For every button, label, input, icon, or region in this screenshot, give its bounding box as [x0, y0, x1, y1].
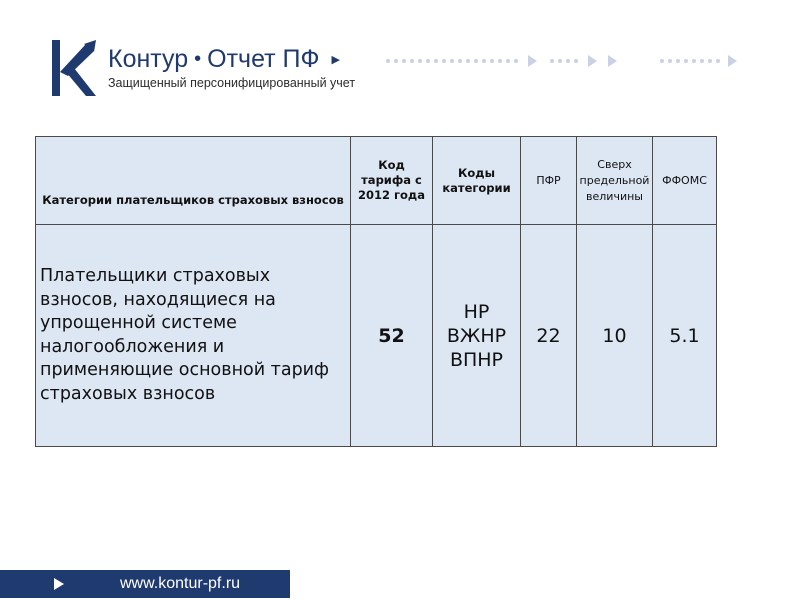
decorative-dot [566, 59, 570, 63]
header-ffoms: ФФОМС [653, 137, 717, 225]
table-header-row [36, 137, 717, 225]
decorative-dot [514, 59, 518, 63]
header-category-codes: Коды категории [433, 137, 521, 225]
tariff-table [35, 136, 717, 447]
kontur-k-logo-icon [48, 40, 98, 96]
decorative-dot [426, 59, 430, 63]
footer-bar [0, 570, 290, 598]
decorative-dot [574, 59, 578, 63]
category-code: ВЖНР [446, 324, 507, 347]
brand-arrow-icon: ▶ [331, 53, 340, 66]
decorative-dot [466, 59, 470, 63]
decorative-dot [474, 59, 478, 63]
brand-tagline: Защищенный персонифицированный учет [108, 76, 356, 90]
decorative-dot [458, 59, 462, 63]
cell-tariff-code: 52 [351, 225, 433, 447]
category-code: НР [463, 300, 490, 323]
decorative-arrow-icon [588, 55, 597, 67]
decorative-dot [402, 59, 406, 63]
header-category: Категории плательщиков страховых взносов [36, 137, 351, 225]
decorative-dot [684, 59, 688, 63]
decorative-dot [410, 59, 414, 63]
decorative-dot [490, 59, 494, 63]
decorative-dots [380, 52, 750, 70]
decorative-dot [660, 59, 664, 63]
decorative-dot [434, 59, 438, 63]
table-row [36, 225, 717, 447]
decorative-dot [550, 59, 554, 63]
decorative-dot [558, 59, 562, 63]
category-code: ВПНР [449, 348, 504, 371]
decorative-dot [668, 59, 672, 63]
decorative-arrow-icon [528, 55, 537, 67]
decorative-dot [386, 59, 390, 63]
decorative-arrow-icon [608, 55, 617, 67]
decorative-dot [716, 59, 720, 63]
decorative-arrow-icon [728, 55, 737, 67]
decorative-dot [442, 59, 446, 63]
decorative-dot [482, 59, 486, 63]
decorative-dot [692, 59, 696, 63]
decorative-dot [506, 59, 510, 63]
cell-category: Плательщики страховых взносов, находящиеся на упрощенной системе налогообложения и применяющие основной тариф страховых взносов [36, 225, 351, 447]
brand-separator: • [194, 47, 202, 70]
header-pfr: ПФР [521, 137, 577, 225]
header-above-limit: Сверх предельной величины [577, 137, 653, 225]
play-icon[interactable] [54, 578, 64, 590]
brand-kontur: Контур [108, 44, 189, 73]
brand-title [108, 42, 340, 76]
decorative-dot [394, 59, 398, 63]
decorative-dot [700, 59, 704, 63]
cell-pfr: 22 [521, 225, 577, 447]
header-tariff-code: Код тарифа с 2012 года [351, 137, 433, 225]
cell-ffoms: 5.1 [653, 225, 717, 447]
cell-category-codes [433, 225, 521, 447]
decorative-dot [450, 59, 454, 63]
footer-url-link[interactable]: www.kontur-pf.ru [120, 575, 241, 592]
brand-product: Отчет ПФ [207, 44, 320, 73]
cell-above-limit: 10 [577, 225, 653, 447]
decorative-dot [708, 59, 712, 63]
decorative-dot [418, 59, 422, 63]
decorative-dot [498, 59, 502, 63]
decorative-dot [676, 59, 680, 63]
